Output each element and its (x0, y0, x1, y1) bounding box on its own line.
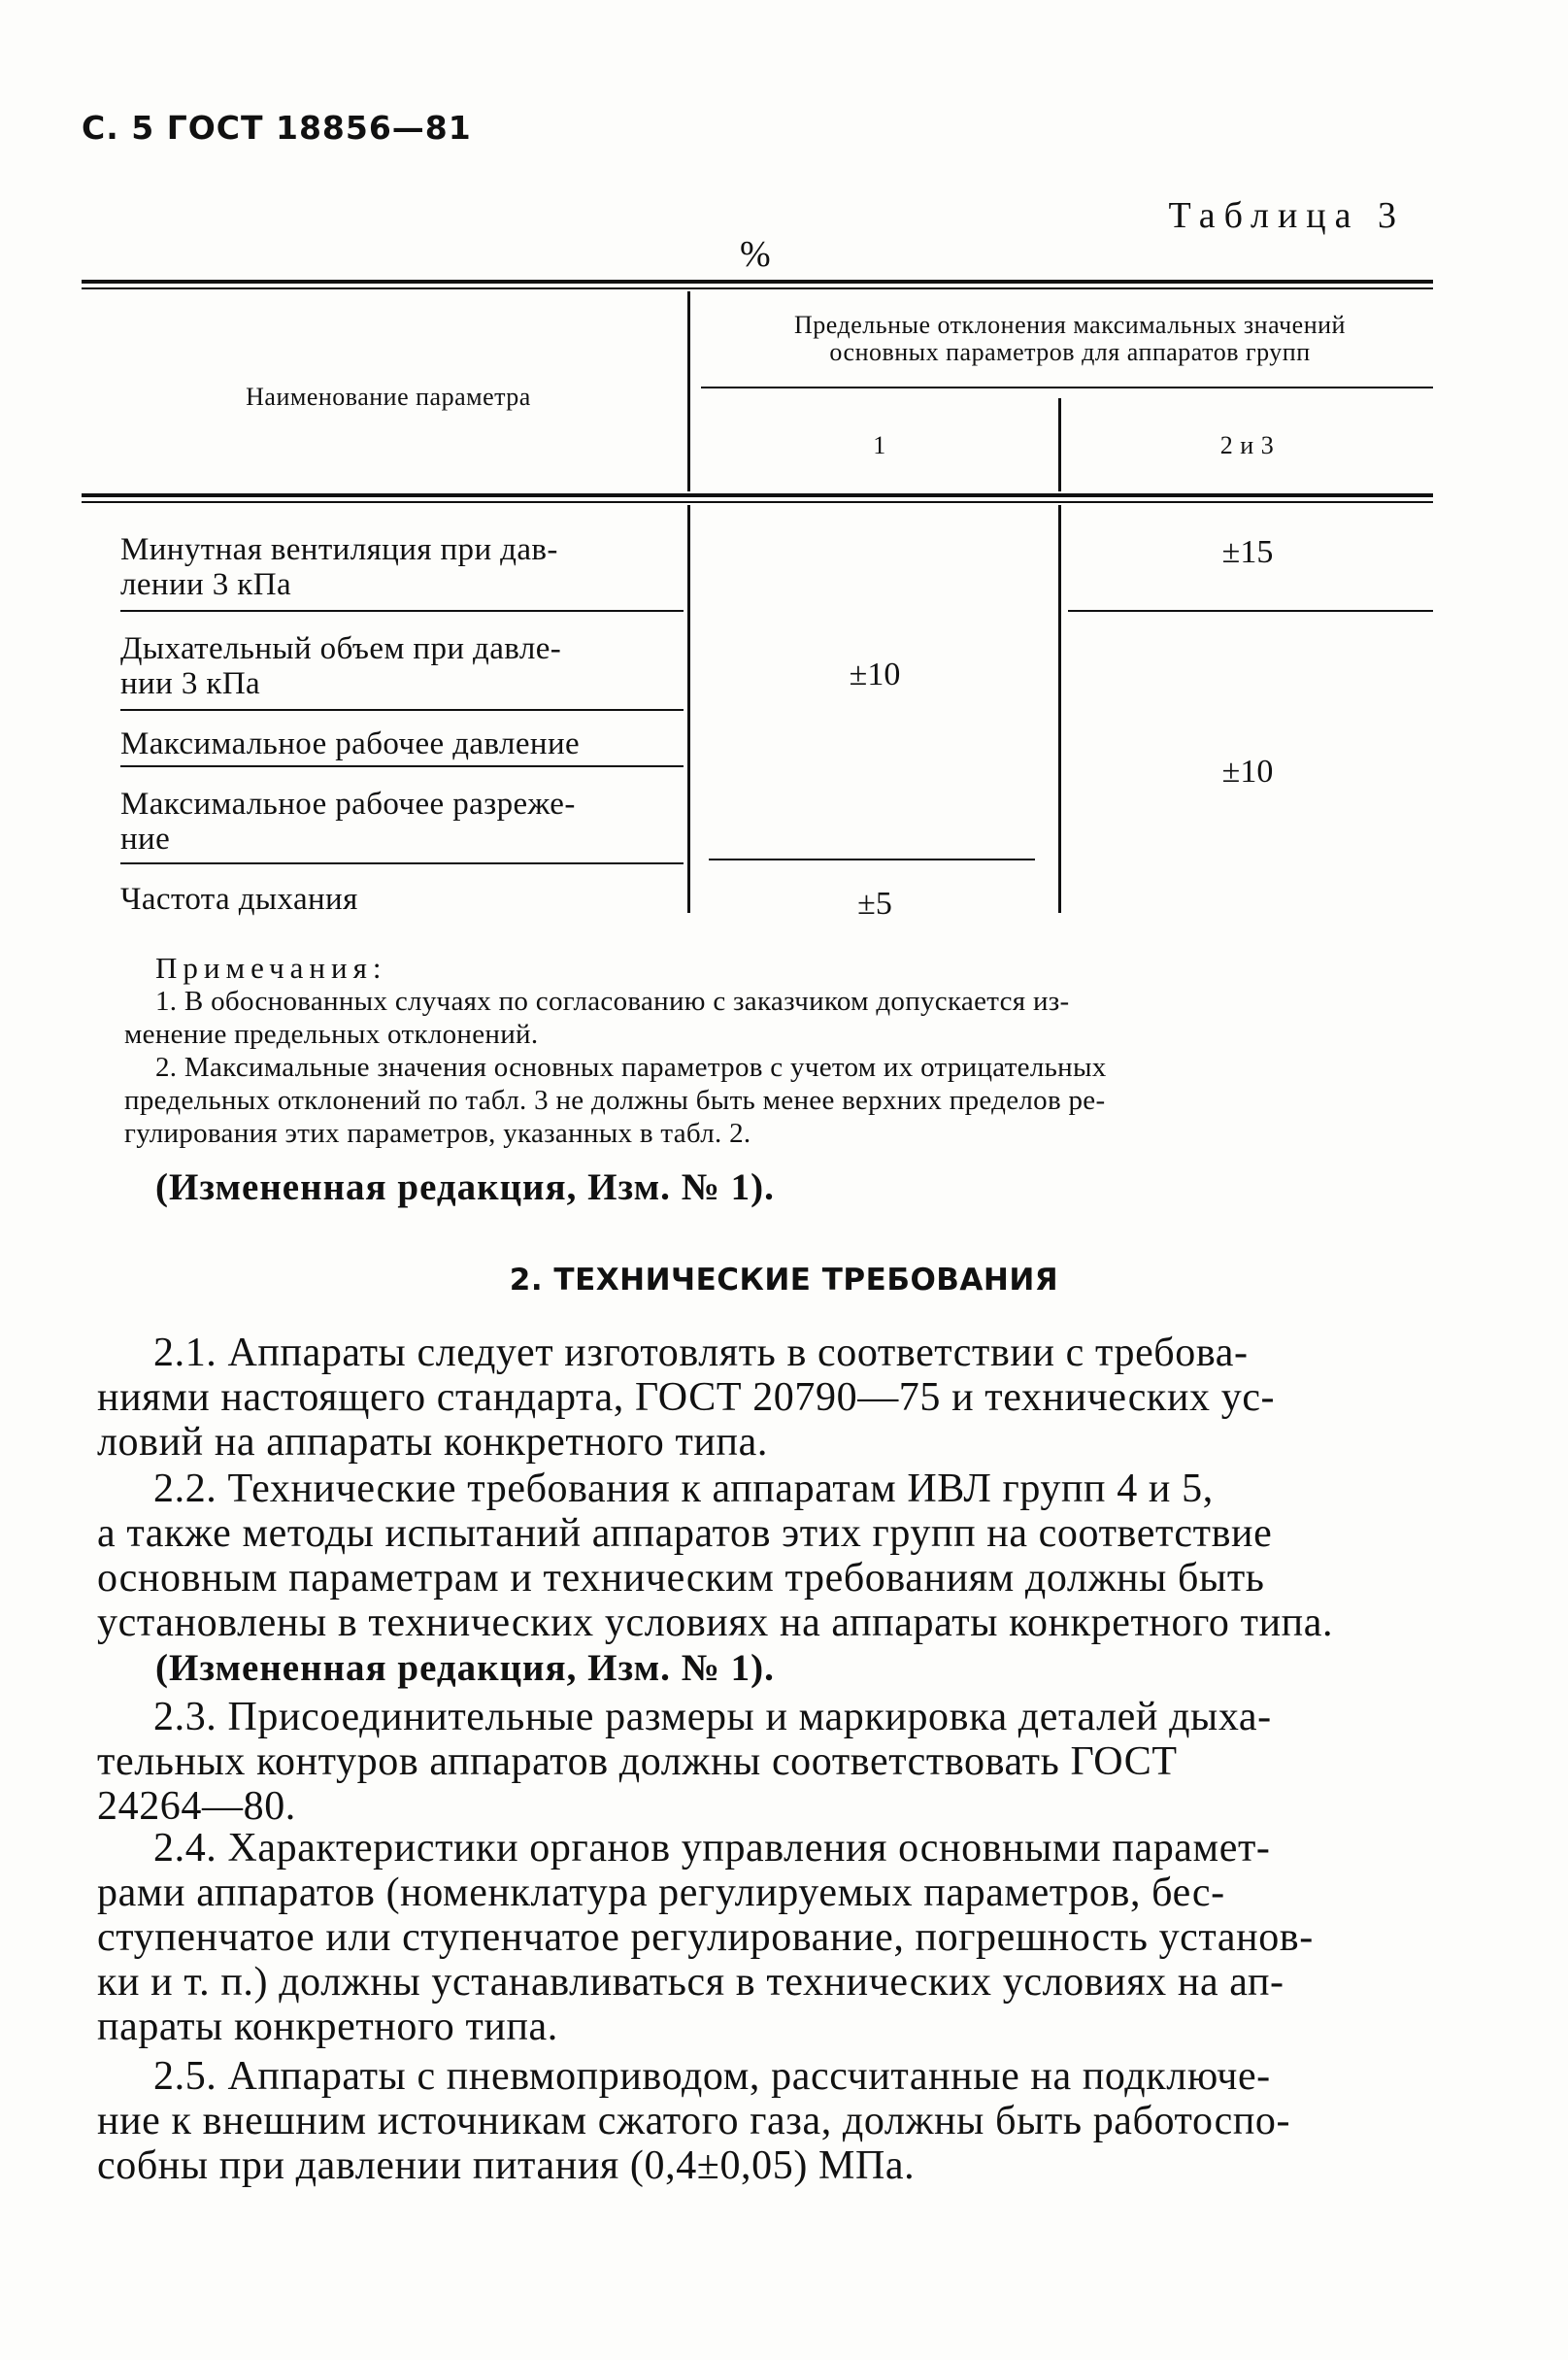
notes-title: Примечания: (155, 951, 387, 985)
section-title: 2. ТЕХНИЧЕСКИЕ ТРЕБОВАНИЯ (509, 1263, 1059, 1298)
column-header-group-2-3: 2 и 3 (1219, 431, 1275, 459)
note-1-line-1: 1. В обоснованных случаях по согласованию с заказчиком допускается из- (155, 986, 1070, 1017)
page-reference: С. 5 ГОСТ 18856—81 (82, 109, 472, 147)
table-row-name: Максимальное рабочее разреже- ние (120, 787, 576, 857)
header-bottom-rule-2 (82, 501, 1433, 503)
column-group-header-line2: основных параметров для аппаратов групп (829, 338, 1311, 366)
table-notes (124, 951, 1432, 1150)
table-label: Таблица 3 (1168, 195, 1405, 236)
table-row-name: Минутная вентиляция при дав- лении 3 кПа (120, 532, 558, 602)
note-2-line-1: 2. Максимальные значения основных параметров с учетом их отрицательных (155, 1052, 1107, 1083)
body-divider-left (687, 505, 690, 913)
row-separator (120, 610, 684, 612)
row-separator (120, 862, 684, 864)
row-separator (120, 709, 684, 711)
header-bottom-rule (82, 493, 1433, 497)
column-header-name: Наименование параметра (246, 383, 531, 411)
table-top-rule (82, 280, 1433, 284)
value-group1-rows-1-4: ±10 (849, 657, 901, 692)
value-group23-row-1: ±15 (1221, 534, 1274, 570)
value-group1-row-5: ±5 (857, 886, 892, 922)
table-top-rule-2 (82, 287, 1433, 289)
body-divider-right (1058, 505, 1061, 913)
value-group23-rows-2-5: ±10 (1221, 754, 1274, 790)
paragraph-2-4: 2.4. Характеристики органов управления основными парамет- рами аппаратов (номенклатура регулируемых параметров, бес- ступенчатое или ступенчатое регулирование, погрешность установ- ки и т. п.) должны устанавливаться в технических условиях на ап- параты конкретного типа. (97, 1826, 1314, 2049)
table-unit: % (740, 234, 771, 275)
group23-separator (1068, 610, 1433, 612)
paragraph-2-2: 2.2. Технические требования к аппаратам ИВЛ групп 4 и 5, а также методы испытаний аппаратов этих групп на соответствие основным параметрам и техническим требованиям должны быть установлены в технических условиях на аппараты конкретного типа. (97, 1467, 1334, 1645)
column-header-group-1: 1 (873, 431, 886, 459)
group1-separator (709, 859, 1035, 860)
paragraph-2-1: 2.1. Аппараты следует изготовлять в соответствии с требова- ниями настоящего стандарта, ГОСТ 20790—75 и технических ус- ловий на аппараты конкретного типа. (97, 1331, 1276, 1465)
amendment-note: (Измененная редакция, Изм. № 1). (155, 1166, 775, 1208)
note-2-line-2: предельных отклонений по табл. 3 не должны быть менее верхних пределов ре- (124, 1085, 1106, 1116)
table-row-name: Частота дыхания (120, 882, 358, 917)
header-subgroup-rule (701, 387, 1433, 388)
paragraph-2-3: 2.3. Присоединительные размеры и маркировка деталей дыха- тельных контуров аппаратов должны соответствовать ГОСТ 24264—80. (97, 1695, 1272, 1829)
note-2-line-3: гулирования этих параметров, указанных в табл. 2. (124, 1118, 751, 1149)
column-group-header-line1: Предельные отклонения максимальных значений (794, 311, 1346, 339)
row-separator (120, 765, 684, 767)
amendment-note-2: (Измененная редакция, Изм. № 1). (155, 1647, 775, 1689)
table-row-name: Максимальное рабочее давление (120, 726, 581, 761)
header-divider (687, 291, 690, 491)
paragraph-2-5: 2.5. Аппараты с пневмоприводом, рассчитанные на подключе- ние к внешним источникам сжатого газа, должны быть работоспо- собны при давлении питания (0,4±0,05) МПа. (97, 2054, 1291, 2188)
note-1-line-2: менение предельных отклонений. (124, 1019, 539, 1050)
table-row-name: Дыхательный объем при давле- нии 3 кПа (120, 631, 562, 701)
